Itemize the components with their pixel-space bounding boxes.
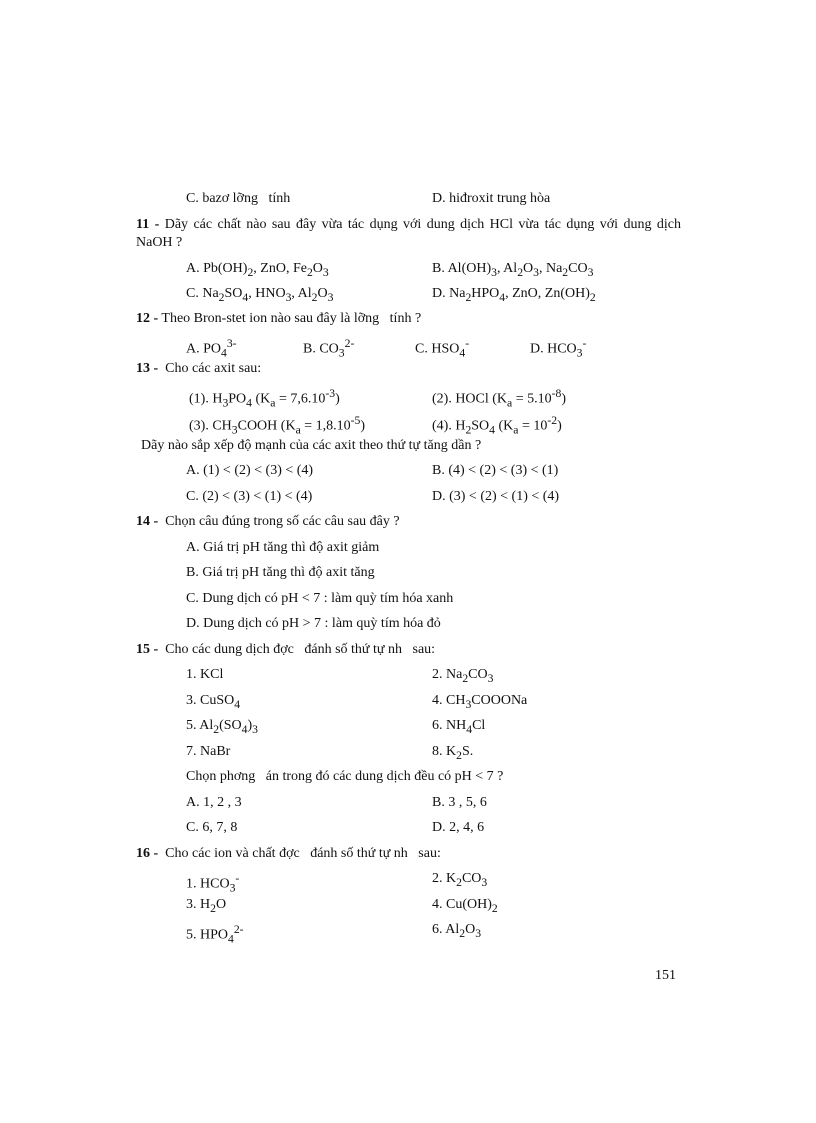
- text-line-l45: 3. $H_2O$: [186, 897, 227, 915]
- text-line-l7: D. $Na_2HPO_4$, ZnO, $Zn(OH)_2$: [432, 286, 596, 304]
- text-line-l8: 12 - Theo Bron-stet ion nào sau đây là lỡng tính ?: [136, 311, 422, 326]
- text-line-l23: 14 - Chọn câu đúng trong số các câu sau đây ?: [136, 514, 400, 529]
- text-line-l3: 11 - Dãy các chất nào sau đây vừa tác dụng với dung dịch HCl vừa tác dụng với dung dịch NaOH ?: [136, 217, 681, 250]
- text-line-l41: D. 2, 4, 6: [432, 820, 485, 835]
- text-line-l34: 6. $NH_4Cl$: [432, 718, 486, 736]
- text-line-l48: 6. $Al_2O_3$: [432, 922, 482, 940]
- text-line-l25: B. Giá trị pH tăng thì độ axit tăng: [186, 565, 375, 580]
- text-line-l14: (1). $H_3PO_4$ $(K_a = 7,6.10^{-3})$: [189, 387, 340, 410]
- text-line-l12: D. $HCO_3^-$: [530, 337, 587, 360]
- text-line-l33: 5. $Al_2(SO_4)_3$: [186, 718, 258, 736]
- text-line-l29: 1. KCl: [186, 667, 224, 682]
- page-number: 151: [655, 968, 676, 983]
- text-line-l4: A. $Pb(OH)_2$, ZnO, $Fe_2O_3$: [186, 261, 329, 279]
- text-line-l15: (2). HOCl $(K_a = 5.10^{-8})$: [432, 387, 567, 410]
- text-line-l1: C. bazơ lỡng tính: [186, 191, 291, 206]
- text-line-l11: C. $HSO_4^-$: [415, 337, 470, 360]
- text-line-l31: 3. CuSO$_4$: [186, 693, 241, 711]
- text-line-l21: C. (2) < (3) < (1) < (4): [186, 489, 313, 504]
- text-line-l42: 16 - Cho các ion và chất đợc đánh số thứ tự nh sau:: [136, 846, 441, 861]
- text-line-l36: 8. $K_2S$.: [432, 744, 474, 762]
- text-line-l47: 5. $HPO_4^{2-}$: [186, 923, 244, 946]
- text-line-l24: A. Giá trị pH tăng thì độ axit giảm: [186, 540, 380, 555]
- text-line-l6: C. $Na_2SO_4$, $HNO_3$, $Al_2O_3$: [186, 286, 334, 304]
- text-line-l39: B. 3 , 5, 6: [432, 795, 487, 810]
- text-line-l32: 4. $CH_3COOONa$: [432, 693, 528, 711]
- text-line-l19: A. (1) < (2) < (3) < (4): [186, 463, 314, 478]
- text-line-l40: C. 6, 7, 8: [186, 820, 238, 835]
- text-line-l43: 1. $HCO_3^-$: [186, 872, 240, 895]
- text-line-l13: 13 - Cho các axit sau:: [136, 361, 262, 376]
- text-line-l38: A. 1, 2 , 3: [186, 795, 242, 810]
- text-line-l37: Chọn phơng án trong đó các dung dịch đều có pH < 7 ?: [186, 769, 504, 784]
- text-line-l35: 7. NaBr: [186, 744, 231, 759]
- text-line-l44: 2. $K_2CO_3$: [432, 871, 488, 889]
- text-line-l20: B. (4) < (2) < (3) < (1): [432, 463, 559, 478]
- text-line-l46: 4. $Cu(OH)_2$: [432, 897, 498, 915]
- text-line-l2: D. hiđroxit trung hòa: [432, 191, 551, 206]
- text-line-l28: 15 - Cho các dung dịch đợc đánh số thứ tự nh sau:: [136, 642, 436, 657]
- text-line-l16: (3). $CH_3COOH$ $(K_a = 1,8.10^{-5})$: [189, 414, 366, 437]
- text-line-l18: Dãy nào sắp xếp độ mạnh của các axit theo thứ tự tăng dần ?: [141, 438, 482, 453]
- text-line-l27: D. Dung dịch có pH > 7 : làm quỳ tím hóa đỏ: [186, 616, 441, 631]
- text-line-l26: C. Dung dịch có pH < 7 : làm quỳ tím hóa xanh: [186, 591, 454, 606]
- text-line-l10: B. $CO_3^{2-}$: [303, 337, 355, 360]
- text-line-l17: (4). $H_2SO_4$ $(K_a = 10^{-2})$: [432, 414, 562, 437]
- text-line-l22: D. (3) < (2) < (1) < (4): [432, 489, 560, 504]
- text-line-l5: B. $Al(OH)_3$, $Al_2O_3$, $Na_2CO_3$: [432, 261, 594, 279]
- text-line-l30: 2. $Na_2CO_3$: [432, 667, 494, 685]
- text-line-l9: A. $PO_4^{3-}$: [186, 337, 237, 360]
